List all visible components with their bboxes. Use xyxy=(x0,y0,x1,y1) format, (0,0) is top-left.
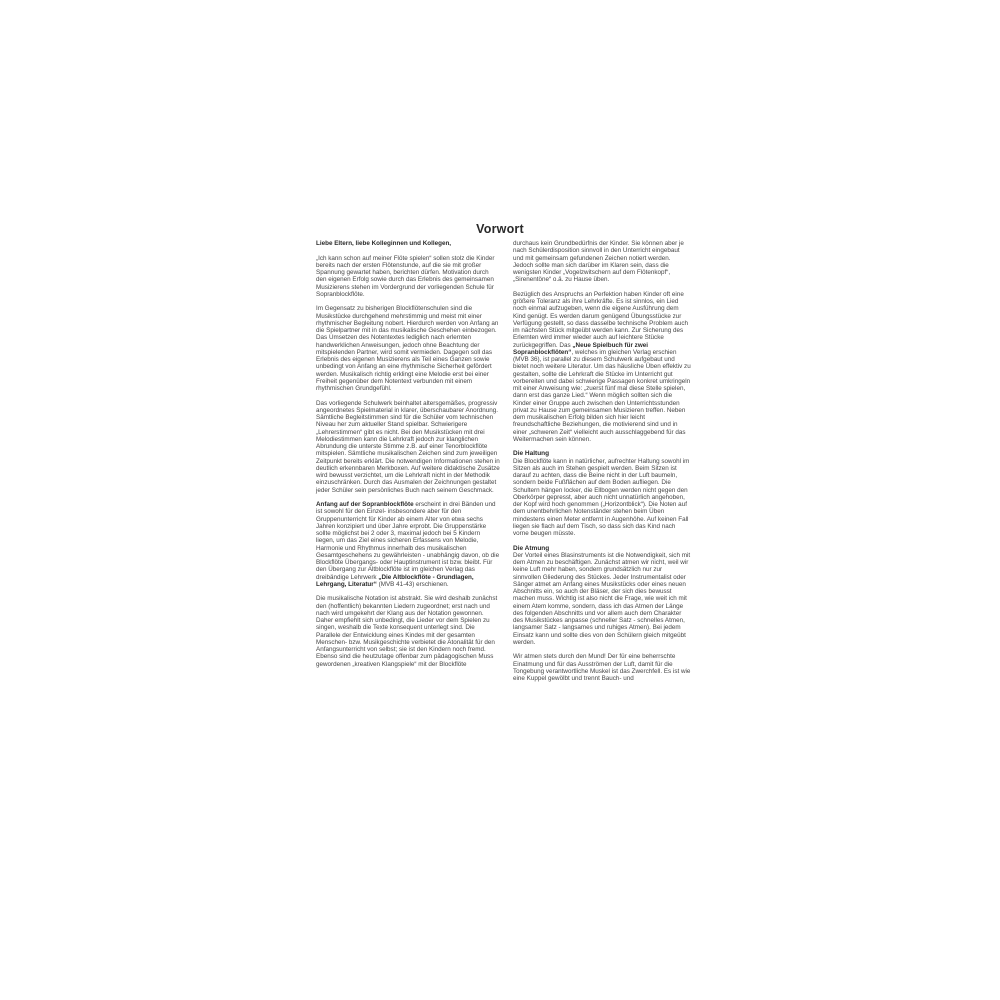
salutation: Liebe Eltern, liebe Kolleginnen und Kollegen, xyxy=(316,240,452,247)
paragraph-klangspiele: durchaus kein Grundbedürfnis der Kinder. Sie können aber je nach Schülerdisposition sinnvoll in den Unterricht eingebaut und mit gemeinsam gefundenen Zeichen notiert werden. Jedoch sollte man sich darüber im Klaren sein, dass die wenigsten Kinder „Vogelzwitschern auf dem Flötenkopf“, „Sirenentöne“ o.ä. zu Hause üben. xyxy=(513,240,684,284)
left-column xyxy=(316,240,500,675)
paragraph-schulwerk: Das vorliegende Schulwerk beinhaltet altersgemäßes, progressiv angeordnetes Spielmaterial in klarer, überschaubarer Anordnung. Sämtliche Begleitstimmen sind für die Schüler vom technischen Niveau her zum aktueller Stand spielbar. Schwierigere „Lehrerstimmen“ gibt es nicht. Bei den Musikstücken mit drei Melodiestimmen kann die Lehrkraft jedoch zur klanglichen Abrundung die unterste Stimme z.B. auf einer Tenorblockflöte mitspielen. Sämtliche musikalischen Zeichen sind zum jeweiligen Zeitpunkt bereits erklärt. Die notwendigen Informationen stehen in deutlich erkennbaren Merkboxen. Auf weitere didaktische Zusätze wird bewusst verzichtet, um die Lehrkraft nicht in der Methodik einzuschränken. Durch das Ausmalen der Zeichnungen gestaltet jeder Schüler sein persönliches Buch nach seinem Geschmack. xyxy=(316,399,500,494)
heading-atmung: Die Atmung xyxy=(513,544,550,552)
book-title-altblockfloete: „Die Altblockflöte - Grundlagen, Lehrgang, Literatur“ xyxy=(316,573,474,588)
paragraph-text: erscheint in drei Bänden und ist sowohl für den Einzel- insbesondere aber für den Gruppenunterricht für Kinder ab einem Alter von etwa sechs Jahren konzipiert und über Jahre erprobt. Die Gruppenstärke sollte möglichst bei 2 oder 3, maximal jedoch bei 5 Kindern liegen, um das Ziel eines sicheren Erfassens von Melodie, Harmonie und Rhythmus innerhalb des musikalischen Gesamtgeschehens zu gewährleisten - unabhängig davon, ob die Blockflöte Übergangs- oder Hauptinstrument ist bzw. bleibt. Für den Übergang zur Altblockflöte ist im gleichen Verlag das dreibändige Lehrwerk xyxy=(316,501,500,581)
paragraph-mund: Wir atmen stets durch den Mund! Der für eine beherrschte Einatmung und für das Ausströmen der Luft, damit für die Tongebung verantwortliche Muskel ist das Zwerchfell. Es ist wie eine Kuppel gewölbt und trennt Bauch- und xyxy=(513,653,691,682)
book-title-spielbuch: „Neue Spielbuch für zwei Sopranblockflöten“ xyxy=(513,341,648,356)
right-column xyxy=(513,240,691,690)
heading-haltung: Die Haltung xyxy=(513,450,550,458)
paragraph-text: (MVB 41-43) erschienen. xyxy=(376,580,449,588)
paragraph-text: Bezüglich des Anspruchs an Perfektion haben Kinder oft eine größere Toleranz als ihre Lehrkräfte. Es ist sinnlos, ein Lied noch einmal aufzugeben, wenn die eigene Ausführung dem Kind genügt. Es werden darum genügend Übungsstücke zur Verfügung gestellt, so dass dasselbe technische Problem auch im nächsten Stück mitgeübt werden kann. Zur Sicherung des Erlernten wird immer wieder auch auf leichtere Stücke zurückgegriffen. Das xyxy=(513,290,689,349)
paragraph-atmung: Der Vorteil eines Blasinstruments ist die Notwendigkeit, sich mit dem Atmen zu beschäftigen. Zunächst atmen wir nicht, weil wir keine Luft mehr haben, sondern grundsätzlich nur zur sinnvollen Gliederung des Stückes. Jeder Instrumentalist oder Sänger atmet am Anfang eines Musikstücks oder eines neuen Abschnitts ein, so auch der Bläser, der sich dies bewusst machen muss. Wichtig ist also nicht die Frage, wie weit ich mit einem Atem komme, sondern, dass ich das Atmen der Länge des folgenden Abschnitts und vor allem auch dem Charakter des Musikstückes anpasse (schneller Satz - schnelles Atmen, langsamer Satz - langsames und ruhiges Atmen). Bei jedem Einsatz kann und sollte dies von den Schülern gleich mitgeübt werden. xyxy=(513,551,691,646)
paragraph-notation: Die musikalische Notation ist abstrakt. Sie wird deshalb zunächst den (hoffentlich) bekannten Liedern zugeordnet; erst nach und nach wird umgekehrt der Klang aus der Notation gewonnen. Daher empfiehlt sich unbedingt, die Lieder vor dem Spielen zu singen, weshalb die Texte konsequent unterlegt sind. Die Parallele der Entwicklung eines Kindes mit der gesamten Menschen- bzw. Musikgeschichte verbietet die Atonalität für den Anfangsunterricht von selbst; sie ist den Kindern noch fremd. Ebenso sind die heutzutage offenbar zum pädagogischen Muss gewordenen „kreativen Klangspiele“ mit der Blockflöte xyxy=(316,595,498,668)
page-title: Vorwort xyxy=(476,222,524,236)
book-title-bold: Anfang auf der Sopranblockflöte xyxy=(316,501,414,508)
paragraph-anfang xyxy=(316,501,500,588)
paragraph-intro: „Ich kann schon auf meiner Flöte spielen“ sollen stolz die Kinder bereits nach der ersten Flötenstunde, auf die sie mit großer Spannung gewartet haben, berichten dürfen. Motivation durch den eigenen Erfolg sowie durch das Erlebnis des gemeinsamen Musizierens stehen im Vordergrund der vorliegenden Schule für Sopranblockflöte. xyxy=(316,254,495,298)
paragraph-perfektion xyxy=(513,291,691,443)
paragraph-haltung: Die Blockflöte kann in natürlicher, aufrechter Haltung sowohl im Sitzen als auch im Stehen gespielt werden. Beim Sitzen ist darauf zu achten, dass die Beine nicht in der Luft baumeln, sondern beide Fußflächen auf dem Boden aufliegen. Die Schultern hängen locker, die Ellbogen werden nicht gegen den Oberkörper gepresst, aber auch nicht unnatürlich angehoben, der Kopf wird hoch genommen („Horizontblick“). Die Noten auf dem unentbehrlichen Notenständer stehen beim Üben mindestens einen Meter entfernt in Augenhöhe. Auf keinen Fall liegen sie flach auf dem Tisch, so dass sich das Kind nach vorne beugen müsste. xyxy=(513,457,690,537)
paragraph-text: , welches im gleichen Verlag erschien (MVB 36), ist parallel zu diesem Schulwerk aufgebaut und bietet noch weitere Literatur. Um das häusliche Üben effektiv zu gestalten, sollte die Lehrkraft die Stücke im Unterricht gut vorbereiten und dabei schwierige Passagen konkret umkringeln mit einer Anweisung wie: „zuerst fünf mal diese Stelle spielen, dann erst das ganze Lied.“ Wenn möglich sollten sich die Kinder einer Gruppe auch zwischen den Unterrichtsstunden privat zu Hause zum gemeinsamen Musizieren treffen. Neben dem musikalischen Erfolg bilden sich hier leicht freundschaftliche Beziehungen, die motivierend sind und in einer „schweren Zeit“ vielleicht auch ausschlaggebend für das Weitermachen sein können. xyxy=(513,348,691,443)
paragraph-mehrstimmig: Im Gegensatz zu bisherigen Blockflötenschulen sind die Musikstücke durchgehend mehrstimmig und meist mit einer rhythmischer Begleitung nobert. Hierdurch werden von Anfang an die Spielpartner mit in das musikalische Geschehen einbezogen. Das Umsetzen des Notentextes lediglich nach erlernten handwerklichen Anweisungen, jedoch ohne Beachtung der mitspielenden Partner, wird somit vermieden. Dagegen soll das Erlebnis des eigenen Musizierens als Teil eines Ganzen sowie unbedingt von Anfang an eine rhythmische Sicherheit gefördert werden. Musikalisch richtig erklingt eine Melodie erst bei einer Freiheit gegenüber dem Notentext verbunden mit einem rhythmischen Grundgefühl. xyxy=(316,305,499,392)
